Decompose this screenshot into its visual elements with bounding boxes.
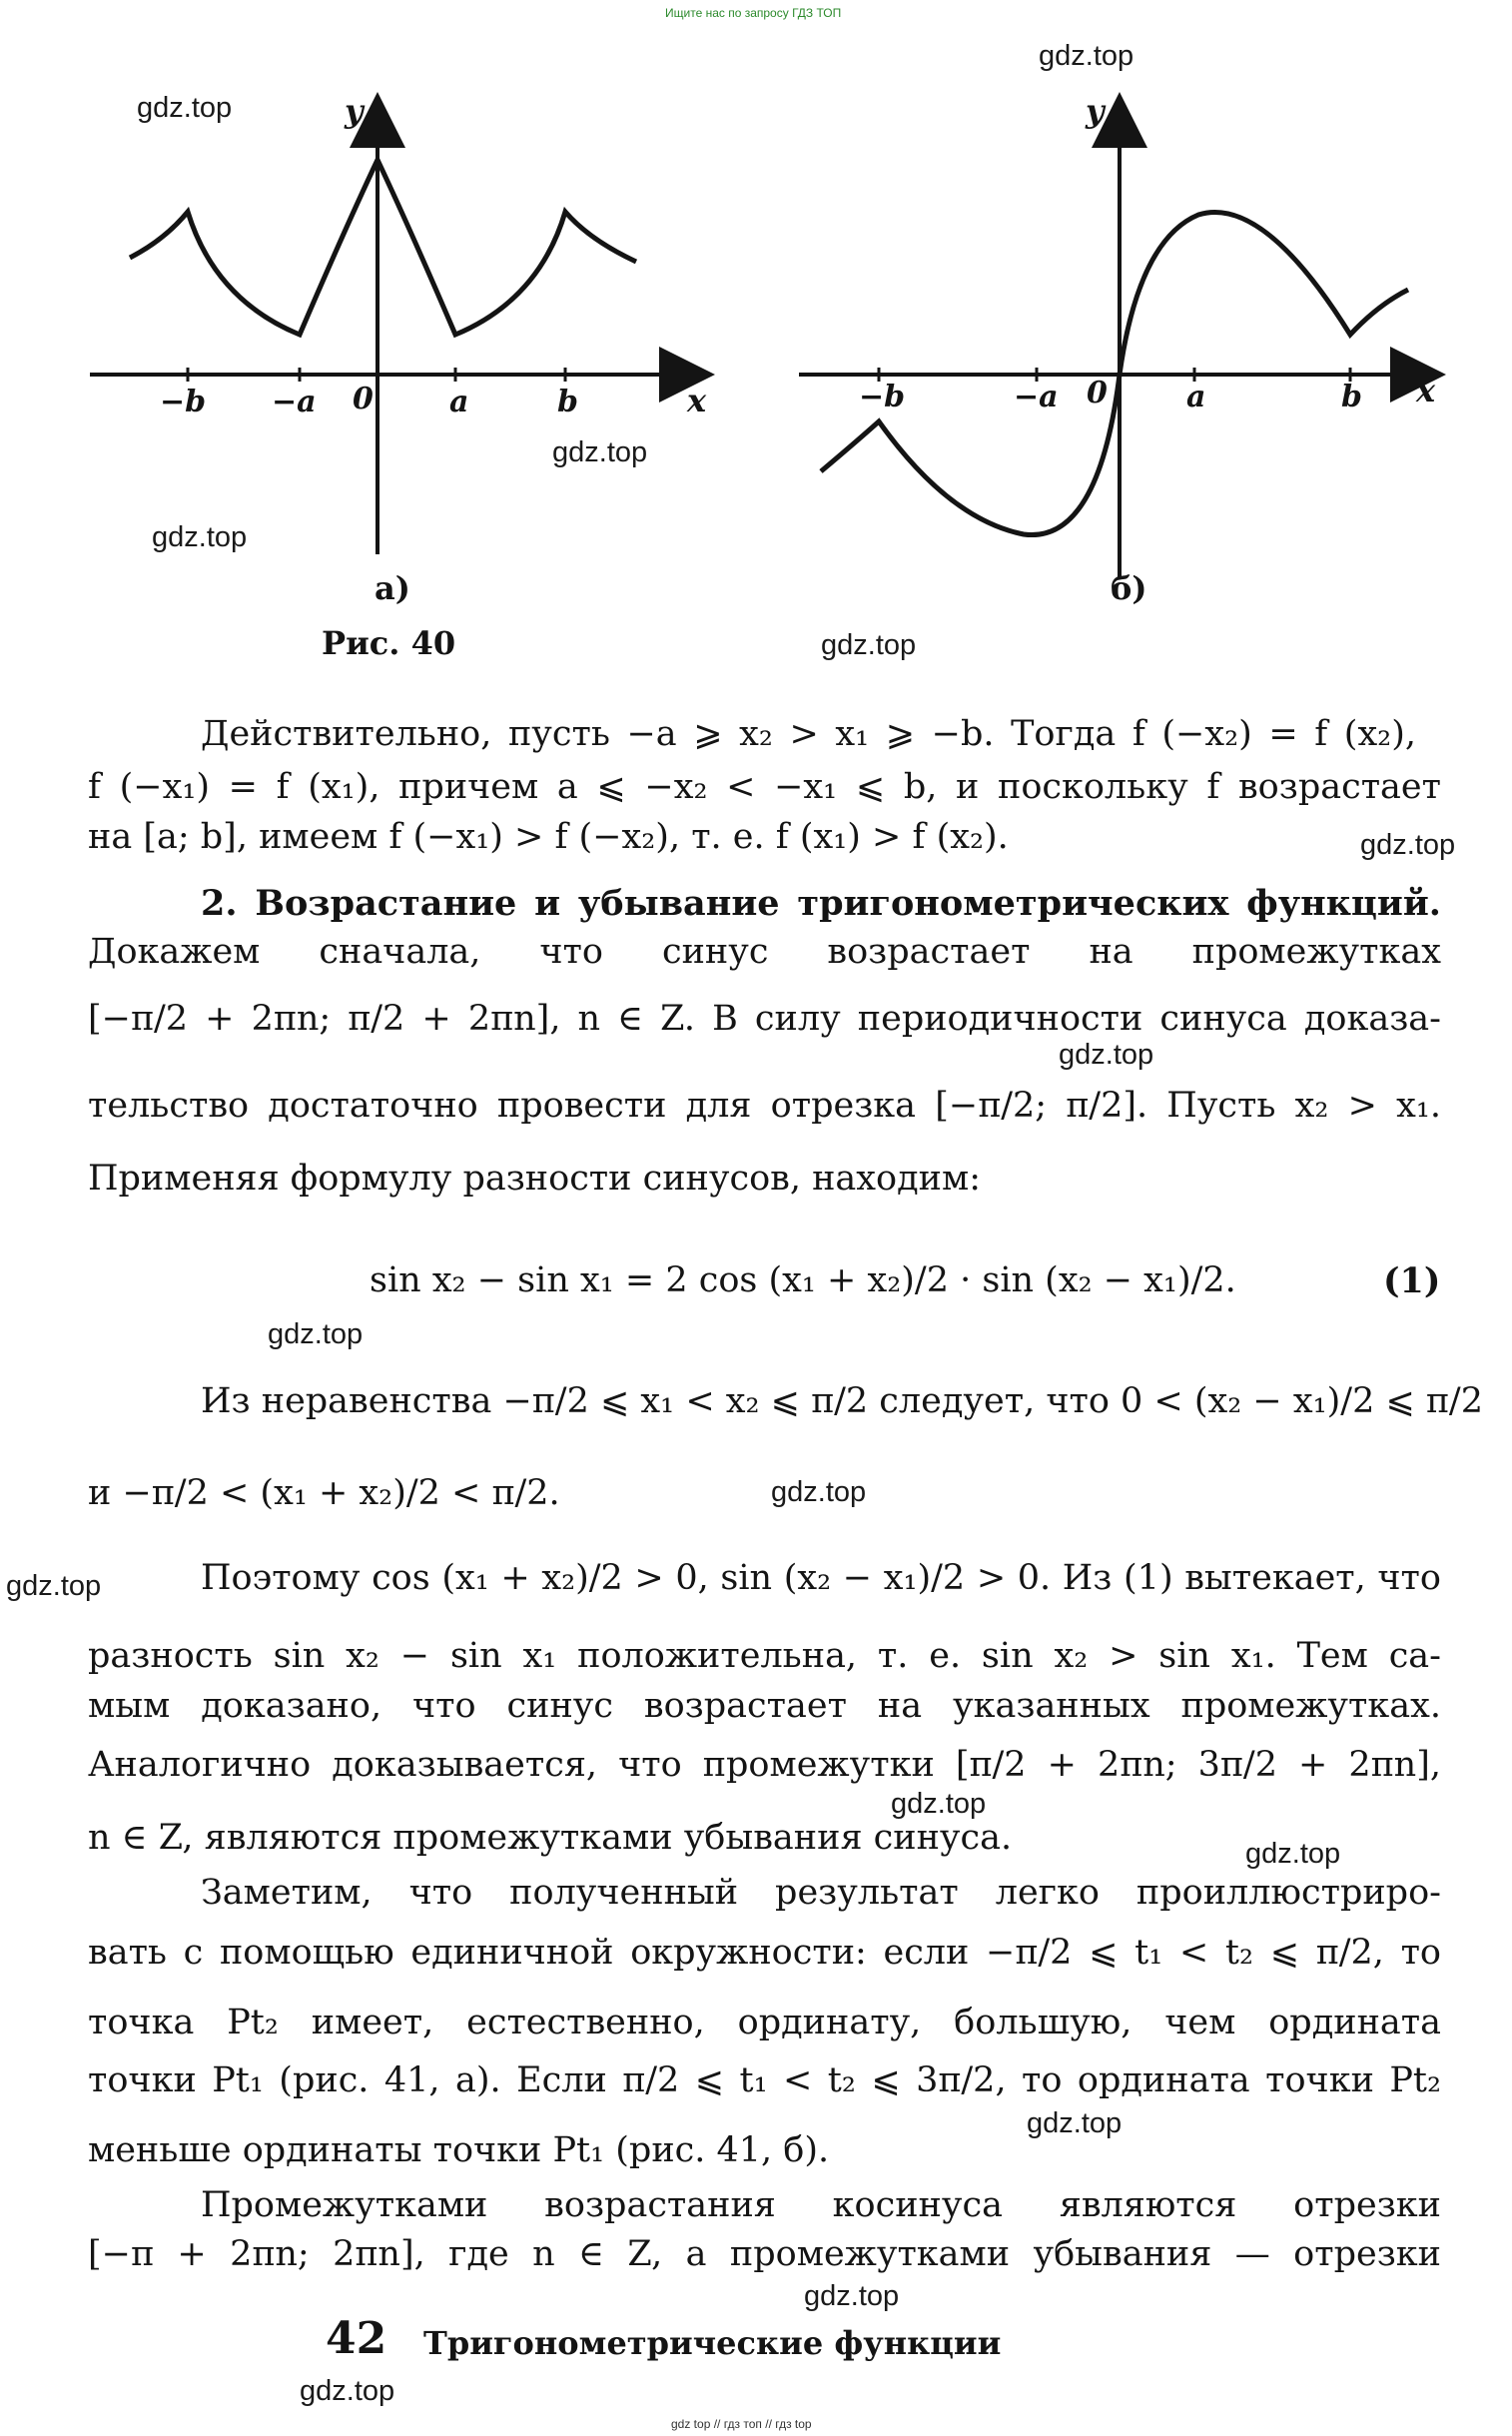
graph-b-tick-b: b xyxy=(1341,380,1362,414)
watermark: gdz.top xyxy=(804,2280,900,2312)
figure-b-label: б) xyxy=(1111,569,1147,607)
paragraph-5-line-5: меньше ординаты точки Pt₁ (рис. 41, б). xyxy=(88,2130,830,2170)
figure-caption: Рис. 40 xyxy=(322,624,456,662)
top-watermark: Ищите нас по запросу ГДЗ ТОП xyxy=(665,6,842,20)
paragraph-6-line-1: Промежутками возрастания косинуса являются отрезки xyxy=(201,2185,1441,2225)
paragraph-6-line-2: [−π + 2πn; 2πn], где n ∈ Z, а промежутками убывания — отрезки xyxy=(88,2234,1441,2274)
figure-a-label: а) xyxy=(375,569,410,607)
graph-a-tick-neg-b: −b xyxy=(160,385,207,419)
running-title: Тригонометрические функции xyxy=(423,2324,1002,2362)
graph-a-tick-a: a xyxy=(449,385,469,419)
graph-a-y-label: y xyxy=(345,92,364,130)
section-heading: 2. Возрастание и убывание тригонометрических функций. xyxy=(201,883,1441,924)
graph-a-x-label: x xyxy=(687,382,707,419)
graph-b-x-label: x xyxy=(1416,372,1436,409)
graph-b-tick-neg-b: −b xyxy=(859,380,906,414)
watermark: gdz.top xyxy=(1039,40,1134,72)
graph-a-tick-zero: 0 xyxy=(353,382,374,416)
watermark: gdz.top xyxy=(771,1476,867,1508)
figure-40 xyxy=(0,40,1512,679)
paragraph-3-line-2: и −π/2 < (x₁ + x₂)/2 < π/2. xyxy=(88,1473,560,1513)
watermark: gdz.top xyxy=(152,521,248,553)
watermark: gdz.top xyxy=(821,629,917,661)
watermark: gdz.top xyxy=(891,1788,987,1820)
paragraph-5-line-2: вать с помощью единичной окружности: если −π/2 ⩽ t₁ < t₂ ⩽ π/2, то xyxy=(88,1933,1441,1973)
paragraph-2-line-4: тельство достаточно провести для отрезка [−π/2; π/2]. Пусть x₂ > x₁. xyxy=(88,1086,1441,1126)
graph-a-curve xyxy=(130,160,636,335)
watermark: gdz.top xyxy=(6,1570,102,1602)
graph-b-tick-neg-a: −a xyxy=(1014,380,1059,414)
formula-1-number: (1) xyxy=(1383,1260,1441,1301)
paragraph-4-line-4: Аналогично доказывается, что промежутки [π/2 + 2πn; 3π/2 + 2πn], xyxy=(88,1745,1441,1785)
graph-b-tick-zero: 0 xyxy=(1087,376,1108,410)
paragraph-5-line-4: точки Pt₁ (рис. 41, а). Если π/2 ⩽ t₁ < t₂ ⩽ 3π/2, то ордината точки Pt₂ xyxy=(88,2060,1441,2100)
page-number: 42 xyxy=(326,2313,387,2364)
formula-1: sin x₂ − sin x₁ = 2 cos (x₁ + x₂)/2 · sin (x₂ − x₁)/2. xyxy=(370,1260,1236,1300)
paragraph-2-line-5: Применяя формулу разности синусов, находим: xyxy=(88,1159,982,1199)
paragraph-2-line-2: Докажем сначала, что синус возрастает на промежутках xyxy=(88,932,1441,972)
graph-a-tick-b: b xyxy=(557,385,578,419)
watermark: gdz.top xyxy=(1027,2107,1123,2139)
watermark: gdz.top xyxy=(137,92,233,124)
paragraph-5-line-1: Заметим, что полученный результат легко проиллюстриро- xyxy=(201,1873,1441,1913)
watermark: gdz.top xyxy=(1245,1838,1341,1870)
paragraph-4-line-2: разность sin x₂ − sin x₁ положительна, т. е. sin x₂ > sin x₁. Тем са- xyxy=(88,1636,1441,1676)
paragraph-4-line-1: Поэтому cos (x₁ + x₂)/2 > 0, sin (x₂ − x₁)/2 > 0. Из (1) вытекает, что xyxy=(201,1558,1441,1598)
paragraph-4-line-5: n ∈ Z, являются промежутками убывания синуса. xyxy=(88,1818,1013,1858)
graph-b-tick-a: a xyxy=(1186,380,1206,414)
bottom-watermark: gdz top // гдз топ // гдз top xyxy=(671,2417,812,2431)
watermark: gdz.top xyxy=(552,436,648,468)
paragraph-3-line-1: Из неравенства −π/2 ⩽ x₁ < x₂ ⩽ π/2 следует, что 0 < (x₂ − x₁)/2 ⩽ π/2 xyxy=(201,1381,1483,1421)
graph-b xyxy=(799,100,1438,579)
paragraph-4-line-3: мым доказано, что синус возрастает на указанных промежутках. xyxy=(88,1686,1441,1726)
watermark: gdz.top xyxy=(1360,829,1456,861)
paragraph-2-line-3: [−π/2 + 2πn; π/2 + 2πn], n ∈ Z. В силу периодичности синуса доказа- xyxy=(88,999,1441,1039)
watermark: gdz.top xyxy=(268,1318,364,1350)
graph-a-tick-neg-a: −a xyxy=(272,385,317,419)
graph-b-y-label: y xyxy=(1086,92,1105,130)
paragraph-1-line-2: f (−x₁) = f (x₁), причем a ⩽ −x₂ < −x₁ ⩽ b, и поскольку f возрастает xyxy=(88,767,1441,807)
paragraph-5-line-3: точка Pt₂ имеет, естественно, ординату, большую, чем ордината xyxy=(88,2003,1441,2042)
paragraph-1-line-3: на [a; b], имеем f (−x₁) > f (−x₂), т. е. f (x₁) > f (x₂). xyxy=(88,817,1009,857)
graph-a xyxy=(90,100,707,554)
watermark: gdz.top xyxy=(300,2375,395,2407)
paragraph-1-line-1: Действительно, пусть −a ⩾ x₂ > x₁ ⩾ −b. Тогда f (−x₂) = f (x₂), xyxy=(201,714,1416,754)
watermark: gdz.top xyxy=(1059,1039,1154,1071)
